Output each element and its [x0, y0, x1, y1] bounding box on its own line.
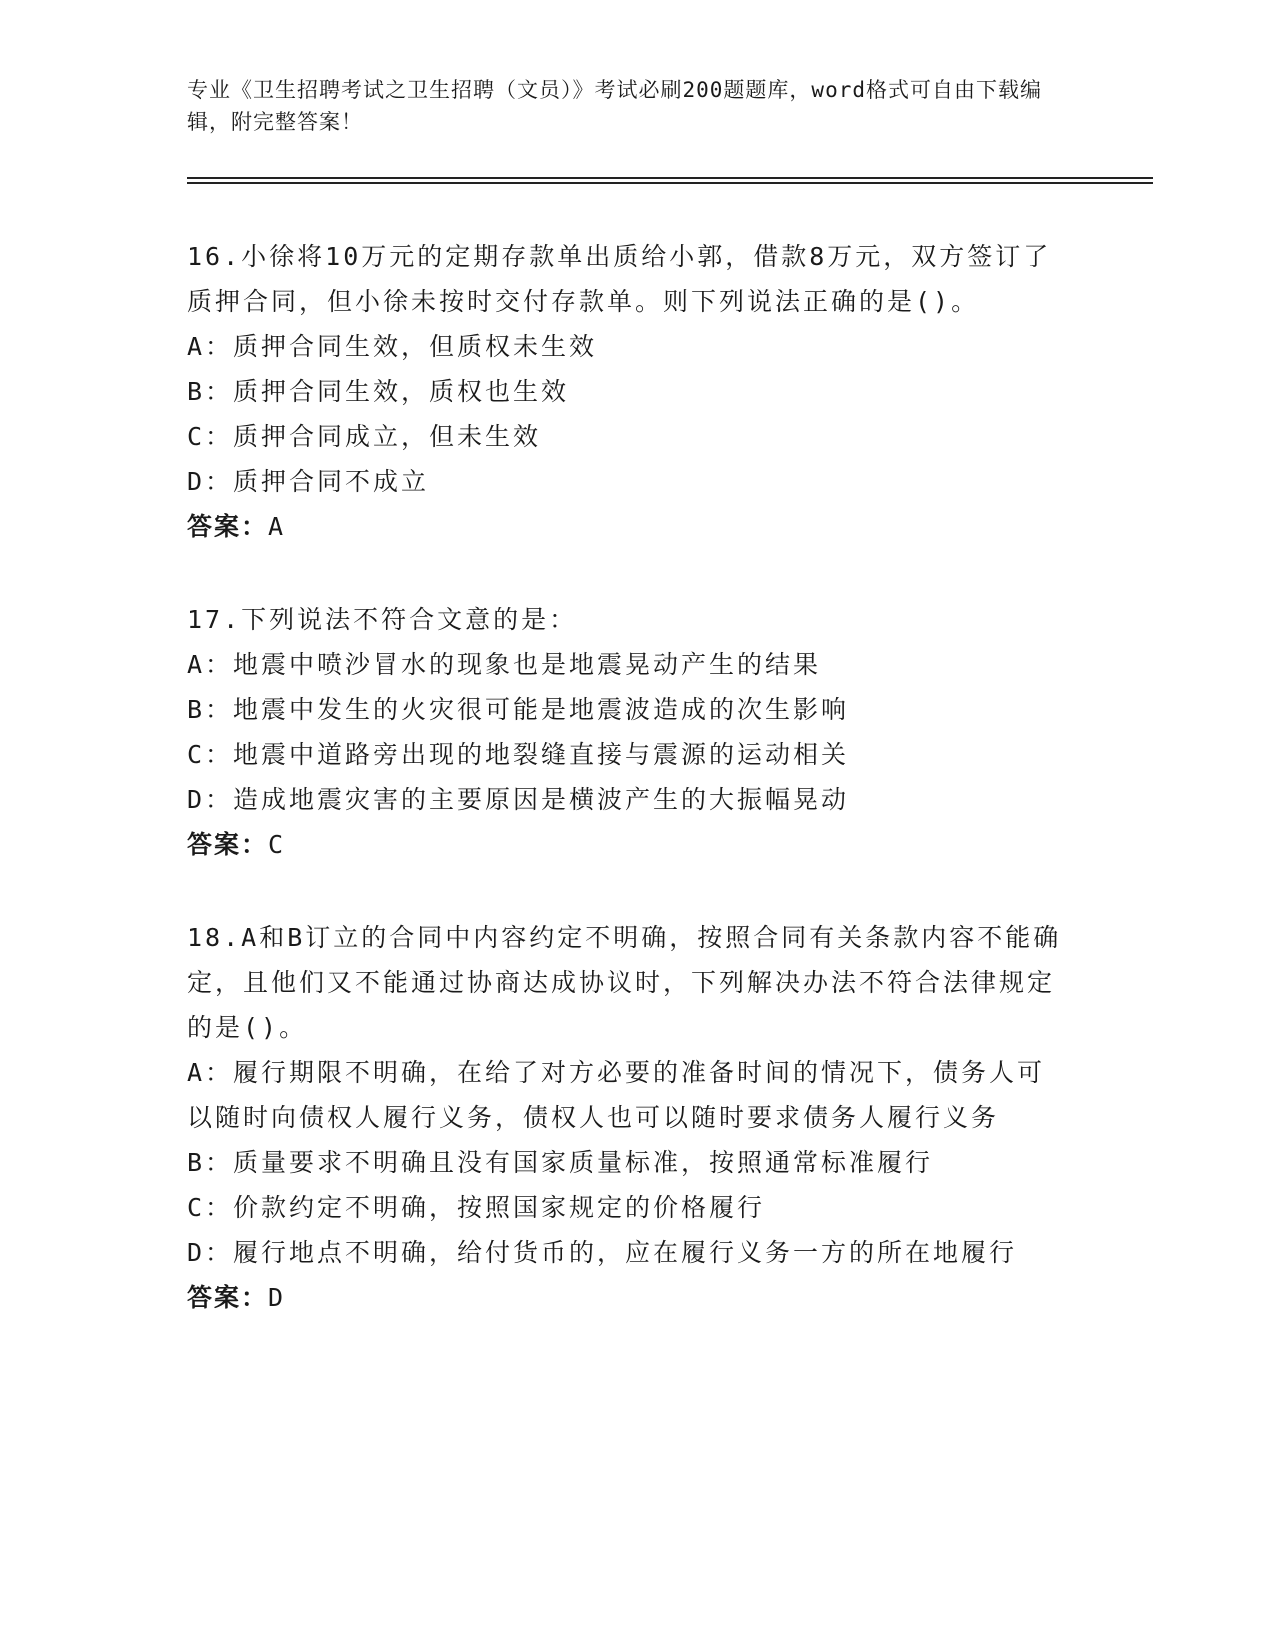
answer-line	[187, 504, 1067, 549]
answer-label: 答案：	[187, 1283, 269, 1312]
answer-value: C	[268, 830, 286, 859]
question-17	[187, 597, 1067, 867]
option-c: C：价款约定不明确，按照国家规定的价格履行	[187, 1193, 766, 1222]
question-stem: 16.小徐将10万元的定期存款单出质给小郭，借款8万元，双方签订了质押合同，但小徐未按时交付存款单。则下列说法正确的是()。	[187, 242, 1052, 316]
question-stem: 17.下列说法不符合文意的是：	[187, 605, 578, 634]
option-c: C：质押合同成立，但未生效	[187, 422, 542, 451]
option-b: B：质押合同生效，质权也生效	[187, 377, 570, 406]
document-header	[187, 74, 1067, 138]
answer-label: 答案：	[187, 512, 269, 541]
question-16	[187, 234, 1067, 549]
header-divider-top	[187, 177, 1153, 179]
answer-line	[187, 1275, 1067, 1320]
header-divider-bottom	[187, 182, 1153, 184]
answer-value: A	[268, 512, 286, 541]
option-b: B：地震中发生的火灾很可能是地震波造成的次生影响	[187, 695, 850, 724]
option-d: D：履行地点不明确，给付货币的，应在履行义务一方的所在地履行	[187, 1238, 1018, 1267]
option-d: D：质押合同不成立	[187, 467, 430, 496]
option-a: A：质押合同生效，但质权未生效	[187, 332, 598, 361]
header-text: 专业《卫生招聘考试之卫生招聘（文员）》考试必刷200题题库，word格式可自由下载编辑，附完整答案！	[187, 78, 1042, 134]
option-a: A：履行期限不明确，在给了对方必要的准备时间的情况下，债务人可以随时向债权人履行义务，债权人也可以随时要求债务人履行义务	[187, 1058, 1046, 1132]
answer-label: 答案：	[187, 830, 269, 859]
option-d: D：造成地震灾害的主要原因是横波产生的大振幅晃动	[187, 785, 850, 814]
answer-line	[187, 822, 1067, 867]
option-c: C：地震中道路旁出现的地裂缝直接与震源的运动相关	[187, 740, 850, 769]
answer-value: D	[268, 1283, 286, 1312]
question-18	[187, 915, 1067, 1320]
question-stem: 18.A和B订立的合同中内容约定不明确，按照合同有关条款内容不能确定，且他们又不能通过协商达成协议时，下列解决办法不符合法律规定的是()。	[187, 923, 1062, 1042]
option-a: A：地震中喷沙冒水的现象也是地震晃动产生的结果	[187, 650, 822, 679]
option-b: B：质量要求不明确且没有国家质量标准，按照通常标准履行	[187, 1148, 934, 1177]
